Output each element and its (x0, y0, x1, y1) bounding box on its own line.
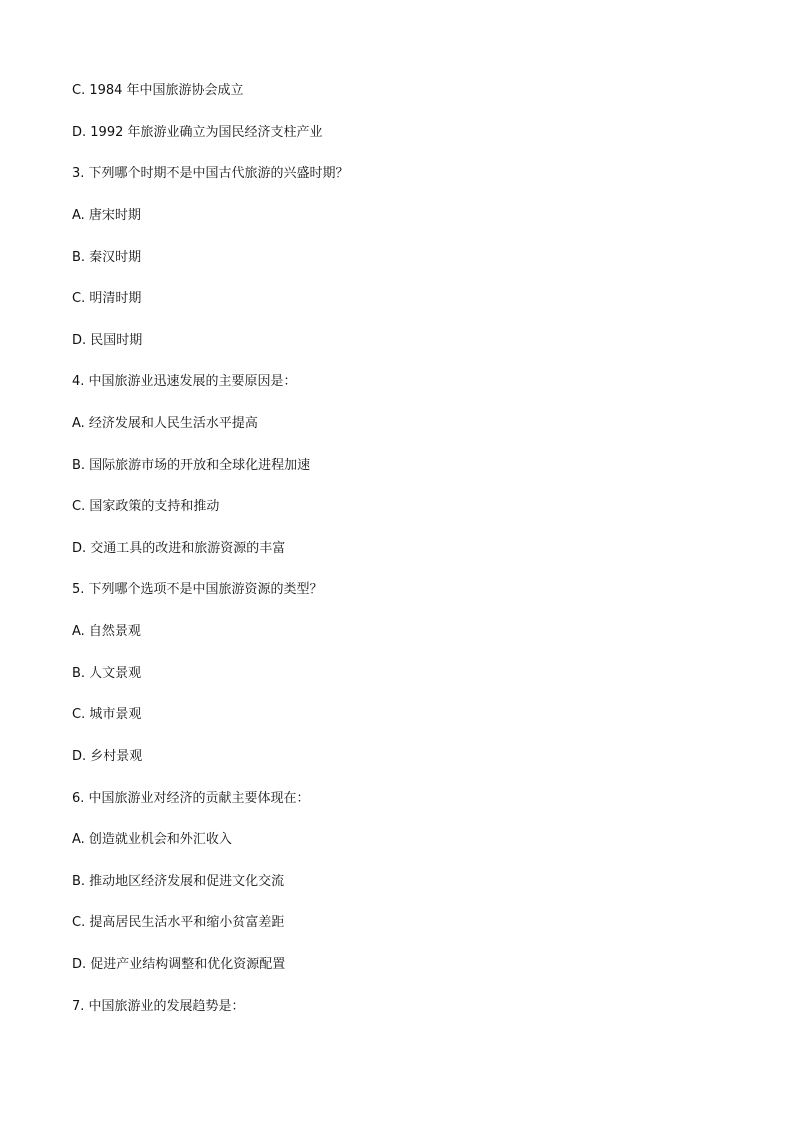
option-a-q3: A. 唐宋时期 (72, 208, 141, 223)
option-c-q6: C. 提高居民生活水平和缩小贫富差距 (72, 915, 285, 930)
question-3: 3. 下列哪个时期不是中国古代旅游的兴盛时期？ (72, 166, 349, 181)
option-d-q6: D. 促进产业结构调整和优化资源配置 (72, 957, 286, 972)
option-b-q5: B. 人文景观 (72, 666, 142, 681)
option-c-q4: C. 国家政策的支持和推动 (72, 499, 220, 514)
option-a-q6: A. 创造就业机会和外汇收入 (72, 832, 232, 847)
option-c-q5: C. 城市景观 (72, 707, 142, 722)
option-b-q6: B. 推动地区经济发展和促进文化交流 (72, 874, 285, 889)
option-d-q4: D. 交通工具的改进和旅游资源的丰富 (72, 541, 286, 556)
option-b-q4: B. 国际旅游市场的开放和全球化进程加速 (72, 458, 311, 473)
question-5: 5. 下列哪个选项不是中国旅游资源的类型？ (72, 582, 323, 597)
option-d-q2: D. 1992 年旅游业确立为国民经济支柱产业 (72, 125, 323, 140)
option-a-q4: A. 经济发展和人民生活水平提高 (72, 416, 258, 431)
option-c-q3: C. 明清时期 (72, 291, 142, 306)
option-d-q5: D. 乡村景观 (72, 749, 143, 764)
question-6: 6. 中国旅游业对经济的贡献主要体现在： (72, 791, 310, 806)
option-d-q3: D. 民国时期 (72, 333, 143, 348)
question-4: 4. 中国旅游业迅速发展的主要原因是： (72, 374, 297, 389)
option-c-q2: C. 1984 年中国旅游协会成立 (72, 83, 244, 98)
option-b-q3: B. 秦汉时期 (72, 250, 142, 265)
question-7: 7. 中国旅游业的发展趋势是： (72, 999, 245, 1014)
option-a-q5: A. 自然景观 (72, 624, 141, 639)
